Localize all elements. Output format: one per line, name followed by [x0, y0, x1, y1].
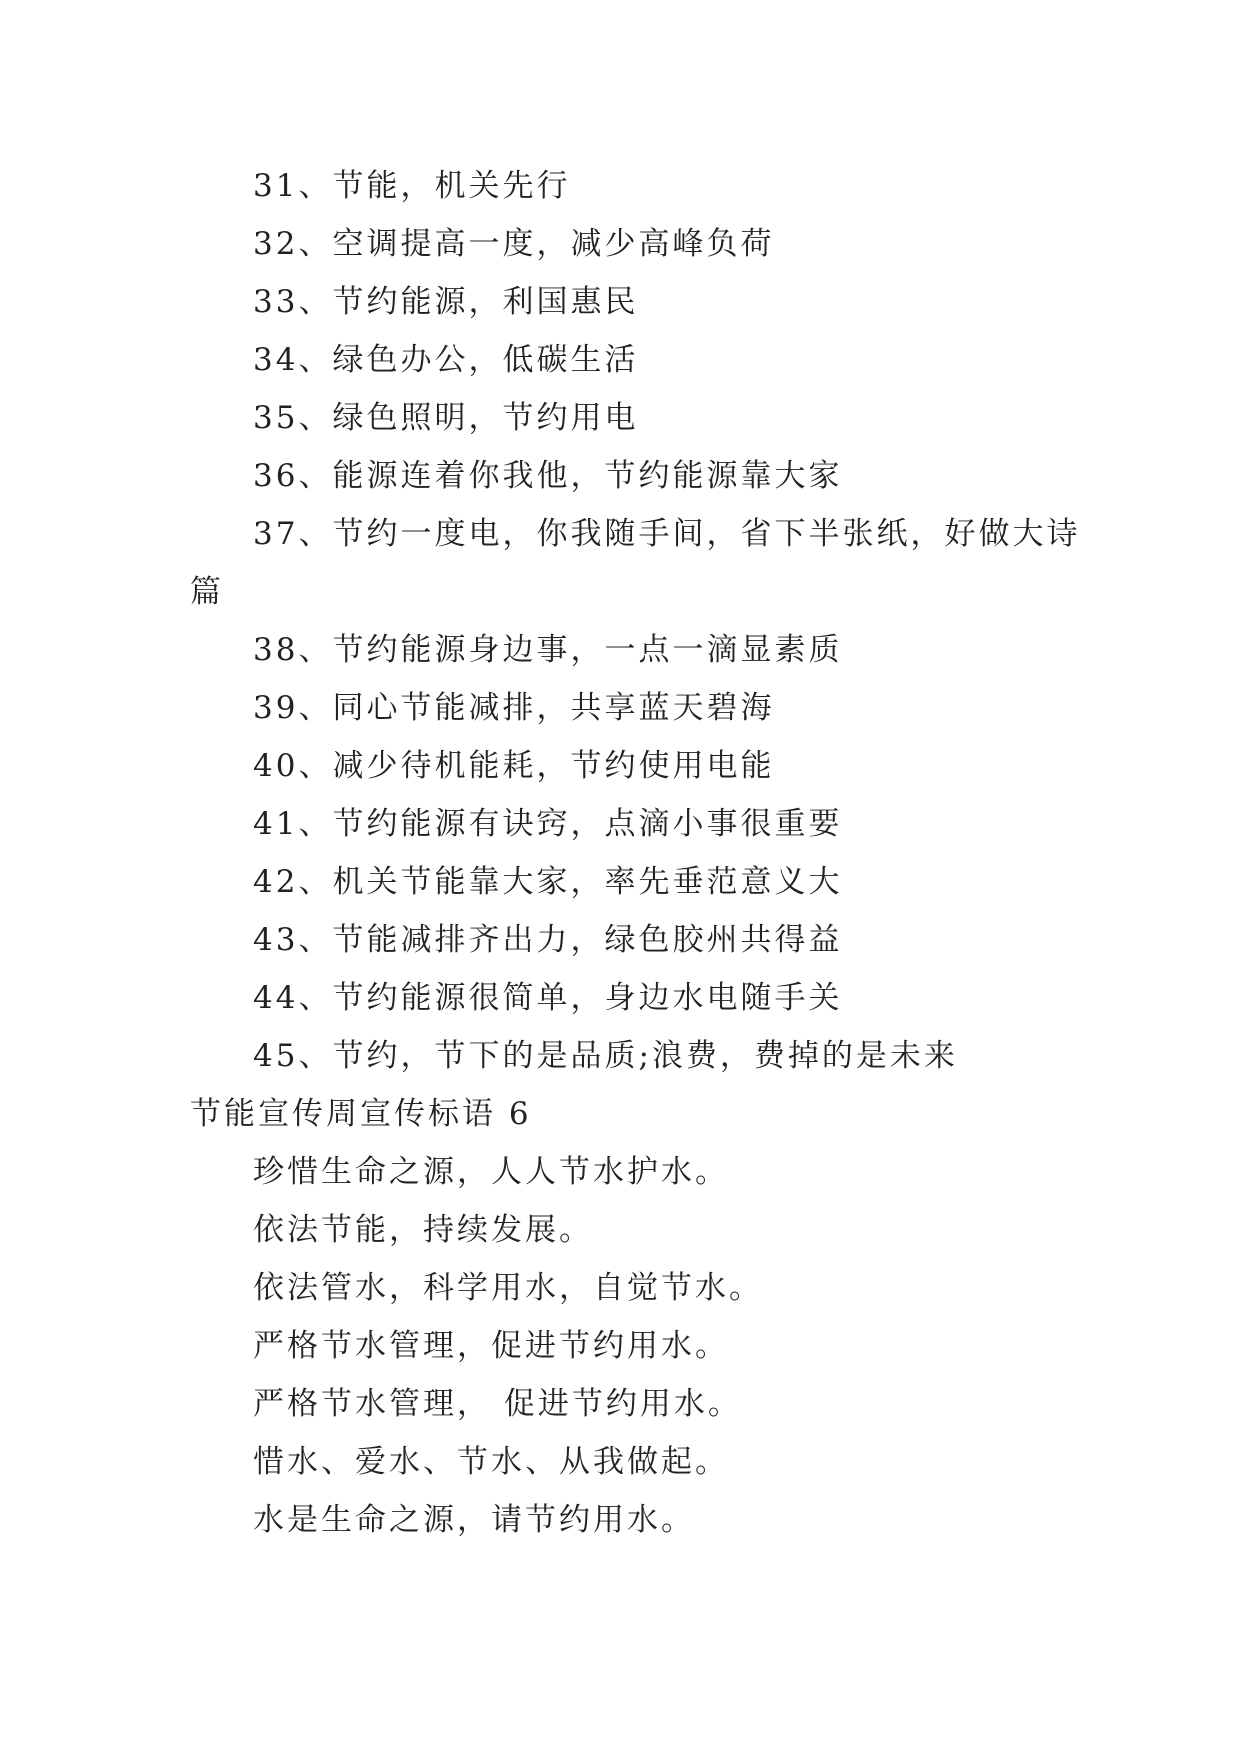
slogan-32: 32、空调提高一度，减少高峰负荷 — [253, 226, 775, 262]
slogan-37-line1: 37、节约一度电，你我随手间，省下半张纸，好做大诗 — [253, 516, 1081, 552]
water-slogan-1: 珍惜生命之源，人人节水护水。 — [253, 1154, 729, 1190]
section-heading: 节能宣传周宣传标语 6 — [190, 1096, 532, 1132]
slogan-38: 38、节约能源身边事，一点一滴显素质 — [253, 632, 843, 668]
slogan-40: 40、减少待机能耗，节约使用电能 — [253, 748, 775, 784]
water-slogan-7: 水是生命之源，请节约用水。 — [253, 1502, 695, 1538]
slogan-35: 35、绿色照明，节约用电 — [253, 400, 639, 436]
slogan-42: 42、机关节能靠大家，率先垂范意义大 — [253, 864, 843, 900]
slogan-33: 33、节约能源，利国惠民 — [253, 284, 639, 320]
slogan-41: 41、节约能源有诀窍，点滴小事很重要 — [253, 806, 843, 842]
water-slogan-2: 依法节能，持续发展。 — [253, 1212, 593, 1248]
slogan-31: 31、节能，机关先行 — [253, 168, 571, 204]
water-slogan-3: 依法管水，科学用水，自觉节水。 — [253, 1270, 763, 1306]
slogan-34: 34、绿色办公，低碳生活 — [253, 342, 639, 378]
slogan-36: 36、能源连着你我他，节约能源靠大家 — [253, 458, 843, 494]
slogan-39: 39、同心节能减排，共享蓝天碧海 — [253, 690, 775, 726]
slogan-37-line2: 篇 — [190, 574, 224, 610]
slogan-44: 44、节约能源很简单，身边水电随手关 — [253, 980, 843, 1016]
slogan-45: 45、节约，节下的是品质;浪费，费掉的是未来 — [253, 1038, 958, 1074]
water-slogan-6: 惜水、爱水、节水、从我做起。 — [253, 1444, 729, 1480]
slogan-43: 43、节能减排齐出力，绿色胶州共得益 — [253, 922, 843, 958]
water-slogan-4: 严格节水管理，促进节约用水。 — [253, 1328, 729, 1364]
water-slogan-5: 严格节水管理， 促进节约用水。 — [253, 1386, 742, 1422]
document-body — [190, 157, 1081, 1549]
